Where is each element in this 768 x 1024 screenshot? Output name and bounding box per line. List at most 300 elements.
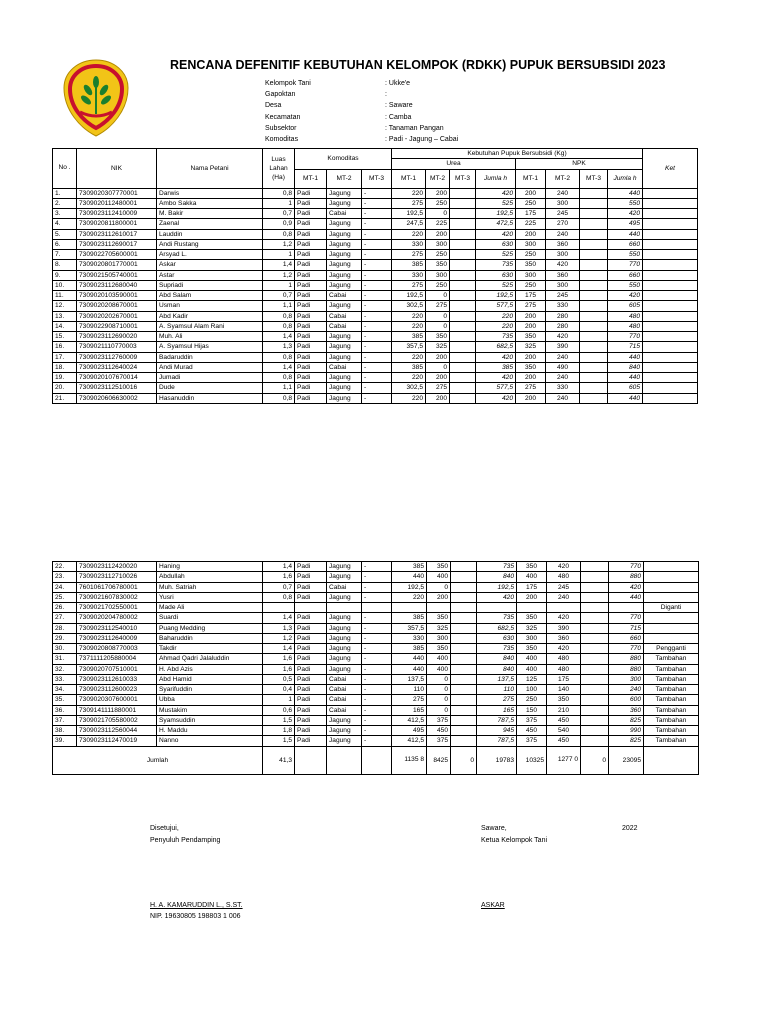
table-cell: 0,8	[263, 321, 295, 331]
table-cell: 0,7	[263, 209, 295, 219]
table-cell: Tambahan	[644, 715, 699, 725]
table-cell: Padi	[295, 219, 327, 229]
col-npk: NPK	[516, 159, 643, 169]
table-cell: -	[362, 654, 392, 664]
table-cell: 1,6	[263, 654, 295, 664]
table-cell: 0	[427, 695, 451, 705]
table-cell: -	[362, 373, 392, 383]
table-cell	[643, 373, 698, 383]
table-cell: 7371111205880004	[77, 654, 157, 664]
table-cell: 7601061706780001	[77, 582, 157, 592]
table-cell: 990	[609, 726, 644, 736]
table-cell: 385	[392, 260, 426, 270]
table-cell: 0,8	[263, 352, 295, 362]
table-cell: 275	[516, 301, 546, 311]
table-row	[53, 664, 699, 674]
table-cell	[263, 603, 295, 613]
table-cell: Jagung	[327, 250, 362, 260]
table-row	[53, 685, 699, 695]
table-cell: 787,5	[477, 715, 517, 725]
table-cell: 7309021607830002	[77, 592, 157, 602]
table-cell: -	[362, 352, 392, 362]
table-cell: 38.	[53, 726, 77, 736]
table-cell	[581, 582, 609, 592]
table-cell: 7309020801770001	[77, 260, 157, 270]
table-cell: 420	[476, 188, 516, 198]
table-cell: 480	[547, 572, 581, 582]
table-cell: 735	[477, 644, 517, 654]
table-cell: 1	[263, 280, 295, 290]
info-row	[265, 100, 458, 111]
table-cell: -	[362, 613, 392, 623]
table-cell: 375	[427, 715, 451, 725]
sig-right-name: ASKAR	[481, 902, 505, 909]
table-cell: 350	[516, 260, 546, 270]
table-cell: 300	[426, 270, 450, 280]
table-cell: -	[362, 592, 392, 602]
table-cell	[580, 219, 608, 229]
table-cell: 0	[427, 685, 451, 695]
table-cell: 350	[547, 695, 581, 705]
table-cell: -	[362, 219, 392, 229]
table-row	[53, 291, 698, 301]
col-npk-mt2: MT-2	[546, 169, 580, 188]
table-cell: 840	[608, 362, 643, 372]
table-cell: -	[362, 332, 392, 342]
table-cell: 1,3	[263, 342, 295, 352]
table-cell: 240	[547, 592, 581, 602]
table-cell	[451, 705, 477, 715]
table-cell: 37.	[53, 715, 77, 725]
table-cell	[643, 260, 698, 270]
table-cell: 472,5	[476, 219, 516, 229]
table-cell: Yusri	[157, 592, 263, 602]
table-cell: -	[362, 726, 392, 736]
table-cell: 300	[546, 198, 580, 208]
table-cell: Padi	[295, 562, 327, 572]
table-cell: 0,8	[263, 373, 295, 383]
table-cell	[450, 239, 476, 249]
table-cell: 440	[608, 188, 643, 198]
table-cell: Padi	[295, 705, 327, 715]
table-cell: 192,5	[392, 209, 426, 219]
table-cell	[643, 229, 698, 239]
table-cell: 32.	[53, 664, 77, 674]
table-cell: 7309020307600001	[77, 695, 157, 705]
table-cell: 450	[547, 736, 581, 746]
table-cell: 660	[609, 633, 644, 643]
table-cell: 1,1	[263, 383, 295, 393]
table-cell: 325	[426, 342, 450, 352]
table-cell: Padi	[295, 572, 327, 582]
table-row	[53, 280, 698, 290]
table-cell	[451, 715, 477, 725]
table-cell: 7309022705600001	[77, 250, 157, 260]
table-cell: 12.	[53, 301, 77, 311]
table-cell	[450, 373, 476, 383]
table-cell: 7309020103590001	[77, 291, 157, 301]
table-cell: Abd Salam	[157, 291, 263, 301]
info-row	[265, 89, 458, 100]
table-cell: 7309023112610017	[77, 229, 157, 239]
table-cell: Tambahan	[644, 664, 699, 674]
table-row	[53, 250, 698, 260]
sig-right-role: Ketua Kelompok Tani	[481, 837, 548, 844]
table-cell: Jagung	[327, 229, 362, 239]
table-cell: Tambahan	[644, 654, 699, 664]
table-cell: 0,5	[263, 674, 295, 684]
table-cell	[450, 229, 476, 239]
table-cell: 420	[547, 613, 581, 623]
table-cell: 0,8	[263, 188, 295, 198]
table-cell: Haning	[157, 562, 263, 572]
table-cell: 7309020606630002	[77, 393, 157, 403]
table-cell: 325	[427, 623, 451, 633]
table-cell: 220	[392, 352, 426, 362]
table-cell: Jagung	[327, 219, 362, 229]
col-urea: Urea	[392, 159, 516, 169]
table-cell: Jagung	[327, 280, 362, 290]
table-cell	[580, 270, 608, 280]
table-row	[53, 270, 698, 280]
table-cell: 1,4	[263, 562, 295, 572]
table-cell	[450, 311, 476, 321]
table-cell: 770	[609, 613, 644, 623]
totals-urea-mt3: 0	[451, 746, 477, 774]
table-cell: -	[362, 229, 392, 239]
table-cell: 550	[608, 250, 643, 260]
table-cell: 0,8	[263, 592, 295, 602]
table-cell: -	[362, 715, 392, 725]
table-cell	[581, 705, 609, 715]
table-cell	[580, 342, 608, 352]
table-cell: 240	[546, 229, 580, 239]
table-cell: Padi	[295, 736, 327, 746]
table-cell: Tambahan	[644, 705, 699, 715]
table-cell: 175	[517, 582, 547, 592]
table-cell: 0	[427, 582, 451, 592]
table-cell: 250	[516, 198, 546, 208]
table-cell: 14.	[53, 321, 77, 331]
table-cell: -	[362, 188, 392, 198]
totals-urea-mt2: 8425	[427, 746, 451, 774]
table-cell: 275	[477, 695, 517, 705]
table-row	[53, 352, 698, 362]
table-cell: 1,6	[263, 572, 295, 582]
table-row	[53, 332, 698, 342]
table-cell	[581, 674, 609, 684]
table-cell: Jagung	[327, 715, 362, 725]
table-row	[53, 623, 699, 633]
table-cell: 770	[608, 260, 643, 270]
table-cell	[643, 311, 698, 321]
table-cell: 1,2	[263, 270, 295, 280]
table-cell: 735	[476, 260, 516, 270]
table-cell: 275	[426, 383, 450, 393]
table-cell: Jagung	[327, 613, 362, 623]
table-cell	[644, 562, 699, 572]
table-cell	[580, 188, 608, 198]
table-cell	[451, 736, 477, 746]
table-cell: 7309023112610033	[77, 674, 157, 684]
table-cell: 787,5	[477, 736, 517, 746]
table-cell: Jagung	[327, 188, 362, 198]
table-cell: 1,6	[263, 664, 295, 674]
table-cell: Padi	[295, 695, 327, 705]
table-cell: Jagung	[327, 726, 362, 736]
table-cell	[450, 362, 476, 372]
table-cell: Padi	[295, 633, 327, 643]
table-cell	[451, 654, 477, 664]
table-cell: Jagung	[327, 654, 362, 664]
table-cell: 450	[547, 715, 581, 725]
table-cell	[644, 592, 699, 602]
table-row	[53, 383, 698, 393]
table-cell: 250	[426, 280, 450, 290]
table-cell: -	[362, 280, 392, 290]
table-cell: 7309023112710026	[77, 572, 157, 582]
table-cell: 525	[476, 280, 516, 290]
table-cell: 735	[477, 613, 517, 623]
table-cell: 7309020811800001	[77, 219, 157, 229]
table-cell: 7309021705580002	[77, 715, 157, 725]
table-row	[53, 674, 699, 684]
table-cell: Cabai	[327, 321, 362, 331]
table-cell: 400	[517, 654, 547, 664]
table-row	[53, 393, 698, 403]
table-row	[53, 654, 699, 664]
table-cell: 200	[426, 188, 450, 198]
table-cell	[451, 603, 477, 613]
table-cell	[451, 695, 477, 705]
table-cell: Padi	[295, 582, 327, 592]
table-cell: 200	[516, 311, 546, 321]
table-cell: Tambahan	[644, 685, 699, 695]
table-cell: Padi	[295, 674, 327, 684]
table-cell: Takdir	[157, 644, 263, 654]
table-row	[53, 342, 698, 352]
table-cell: Usman	[157, 301, 263, 311]
table-cell: -	[362, 705, 392, 715]
table-cell: 480	[608, 311, 643, 321]
table-cell: 1,4	[263, 613, 295, 623]
table-cell: 192,5	[476, 291, 516, 301]
table-cell: 880	[609, 654, 644, 664]
info-row	[265, 134, 458, 145]
table-cell: 13.	[53, 311, 77, 321]
table-cell	[450, 332, 476, 342]
table-row	[53, 582, 699, 592]
table-cell: -	[362, 664, 392, 674]
table-cell	[581, 603, 609, 613]
table-cell: Syarifuddin	[157, 685, 263, 695]
table-cell: 495	[392, 726, 427, 736]
table-cell: Jagung	[327, 623, 362, 633]
table-row	[53, 321, 698, 331]
table-cell: 200	[516, 352, 546, 362]
table-cell: 0,4	[263, 685, 295, 695]
col-kom-mt3: MT-3	[362, 169, 392, 188]
info-row	[265, 112, 458, 123]
table-cell: 480	[547, 654, 581, 664]
table-cell: Cabai	[327, 362, 362, 372]
table-cell: 1,4	[263, 332, 295, 342]
totals-npk-mt1: 10325	[517, 746, 547, 774]
table-cell: 357,5	[392, 342, 426, 352]
table-cell: 7309020107670014	[77, 373, 157, 383]
col-komoditas: Komoditas	[295, 149, 392, 170]
table-cell: 240	[546, 352, 580, 362]
table-cell: 31.	[53, 654, 77, 664]
table-cell	[451, 685, 477, 695]
table-cell: Padi	[295, 311, 327, 321]
rdkk-table-page2	[52, 561, 699, 775]
table-cell: 495	[608, 219, 643, 229]
table-cell	[643, 352, 698, 362]
table-cell: 440	[608, 393, 643, 403]
table-cell: 240	[546, 373, 580, 383]
table-cell: 0,6	[263, 705, 295, 715]
table-cell: 1,4	[263, 644, 295, 654]
table-cell: 420	[476, 229, 516, 239]
table-cell: 165	[477, 705, 517, 715]
totals-npk-mt3: 0	[581, 746, 609, 774]
table-cell: 525	[476, 198, 516, 208]
table-cell: 420	[547, 562, 581, 572]
col-urea-jumlah: Jumla h	[476, 169, 516, 188]
table-cell: 275	[392, 695, 427, 705]
table-cell: Cabai	[327, 685, 362, 695]
table-cell: 137,5	[392, 674, 427, 684]
table-cell: Abd Hamid	[157, 674, 263, 684]
table-cell: Mustakim	[157, 705, 263, 715]
table-cell: 33.	[53, 674, 77, 684]
info-row	[265, 123, 458, 134]
table-cell	[451, 582, 477, 592]
table-cell: 250	[426, 198, 450, 208]
table-cell: Cabai	[327, 695, 362, 705]
table-cell: Jagung	[327, 342, 362, 352]
table-cell: 360	[546, 270, 580, 280]
table-cell: 250	[516, 250, 546, 260]
table-cell: 420	[546, 332, 580, 342]
table-cell: 300	[546, 280, 580, 290]
table-cell: Puang Medding	[157, 623, 263, 633]
table-cell: 1	[263, 695, 295, 705]
table-cell: Jagung	[327, 373, 362, 383]
table-cell: M. Bakir	[157, 209, 263, 219]
table-cell: Jagung	[327, 352, 362, 362]
info-label: Kelompok Tani	[265, 80, 311, 87]
col-kebutuhan: Kebutuhan Pupuk Bersubsidi (Kg)	[392, 149, 643, 159]
table-cell: Padi	[295, 250, 327, 260]
table-cell: 300	[427, 633, 451, 643]
table-cell: 39.	[53, 736, 77, 746]
table-cell: 880	[609, 572, 644, 582]
table-cell	[580, 291, 608, 301]
table-cell: Suardi	[157, 613, 263, 623]
table-cell: 550	[608, 198, 643, 208]
table-cell: 7309023112760009	[77, 352, 157, 362]
totals-label: Jumlah	[53, 746, 263, 774]
table-cell: 7309021702550001	[77, 603, 157, 613]
table-cell: 420	[546, 260, 580, 270]
table-cell: -	[362, 572, 392, 582]
table-cell	[580, 301, 608, 311]
table-cell: 1,8	[263, 726, 295, 736]
table-cell	[392, 603, 427, 613]
table-cell	[580, 229, 608, 239]
table-cell: 175	[547, 674, 581, 684]
table-cell: 175	[516, 209, 546, 219]
table-cell: 840	[477, 572, 517, 582]
table-cell: 220	[476, 321, 516, 331]
table-cell: 24.	[53, 582, 77, 592]
table-cell: 21.	[53, 393, 77, 403]
table-cell: 350	[427, 613, 451, 623]
table-cell: Jagung	[327, 633, 362, 643]
table-cell: Padi	[295, 644, 327, 654]
table-cell: -	[362, 582, 392, 592]
table-cell: -	[362, 250, 392, 260]
table-cell: 1,3	[263, 623, 295, 633]
table-row	[53, 188, 698, 198]
totals-npk-jumlah: 23095	[609, 746, 644, 774]
table-cell	[580, 332, 608, 342]
table-cell: 630	[476, 270, 516, 280]
table-cell: 275	[392, 250, 426, 260]
table-cell: Jagung	[327, 383, 362, 393]
table-row	[53, 613, 699, 623]
table-cell: Baharuddin	[157, 633, 263, 643]
table-cell: 390	[546, 342, 580, 352]
table-cell	[547, 603, 581, 613]
table-cell: 0,7	[263, 291, 295, 301]
table-cell: 200	[426, 229, 450, 239]
table-cell	[609, 603, 644, 613]
table-cell: 0	[426, 321, 450, 331]
table-cell: 270	[546, 219, 580, 229]
table-cell: Jagung	[327, 260, 362, 270]
table-cell: 375	[517, 736, 547, 746]
table-cell: Cabai	[327, 291, 362, 301]
table-cell: 250	[426, 250, 450, 260]
table-cell: 200	[517, 592, 547, 602]
table-cell	[643, 188, 698, 198]
table-cell: Nanno	[157, 736, 263, 746]
table-cell: -	[362, 209, 392, 219]
table-cell: Padi	[295, 342, 327, 352]
table-cell: 735	[476, 332, 516, 342]
info-label: Komoditas	[265, 136, 299, 144]
table-cell: 220	[392, 592, 427, 602]
table-cell	[450, 280, 476, 290]
table-cell: 7309020204780002	[77, 613, 157, 623]
table-cell: Padi	[295, 623, 327, 633]
table-cell	[450, 342, 476, 352]
table-cell: -	[362, 644, 392, 654]
table-cell	[450, 393, 476, 403]
table-cell: 350	[516, 362, 546, 372]
table-cell	[427, 603, 451, 613]
table-cell	[581, 715, 609, 725]
table-cell	[451, 664, 477, 674]
table-cell: Jagung	[327, 736, 362, 746]
table-cell: 325	[516, 342, 546, 352]
table-cell: 250	[517, 695, 547, 705]
table-cell	[477, 603, 517, 613]
table-cell	[451, 613, 477, 623]
